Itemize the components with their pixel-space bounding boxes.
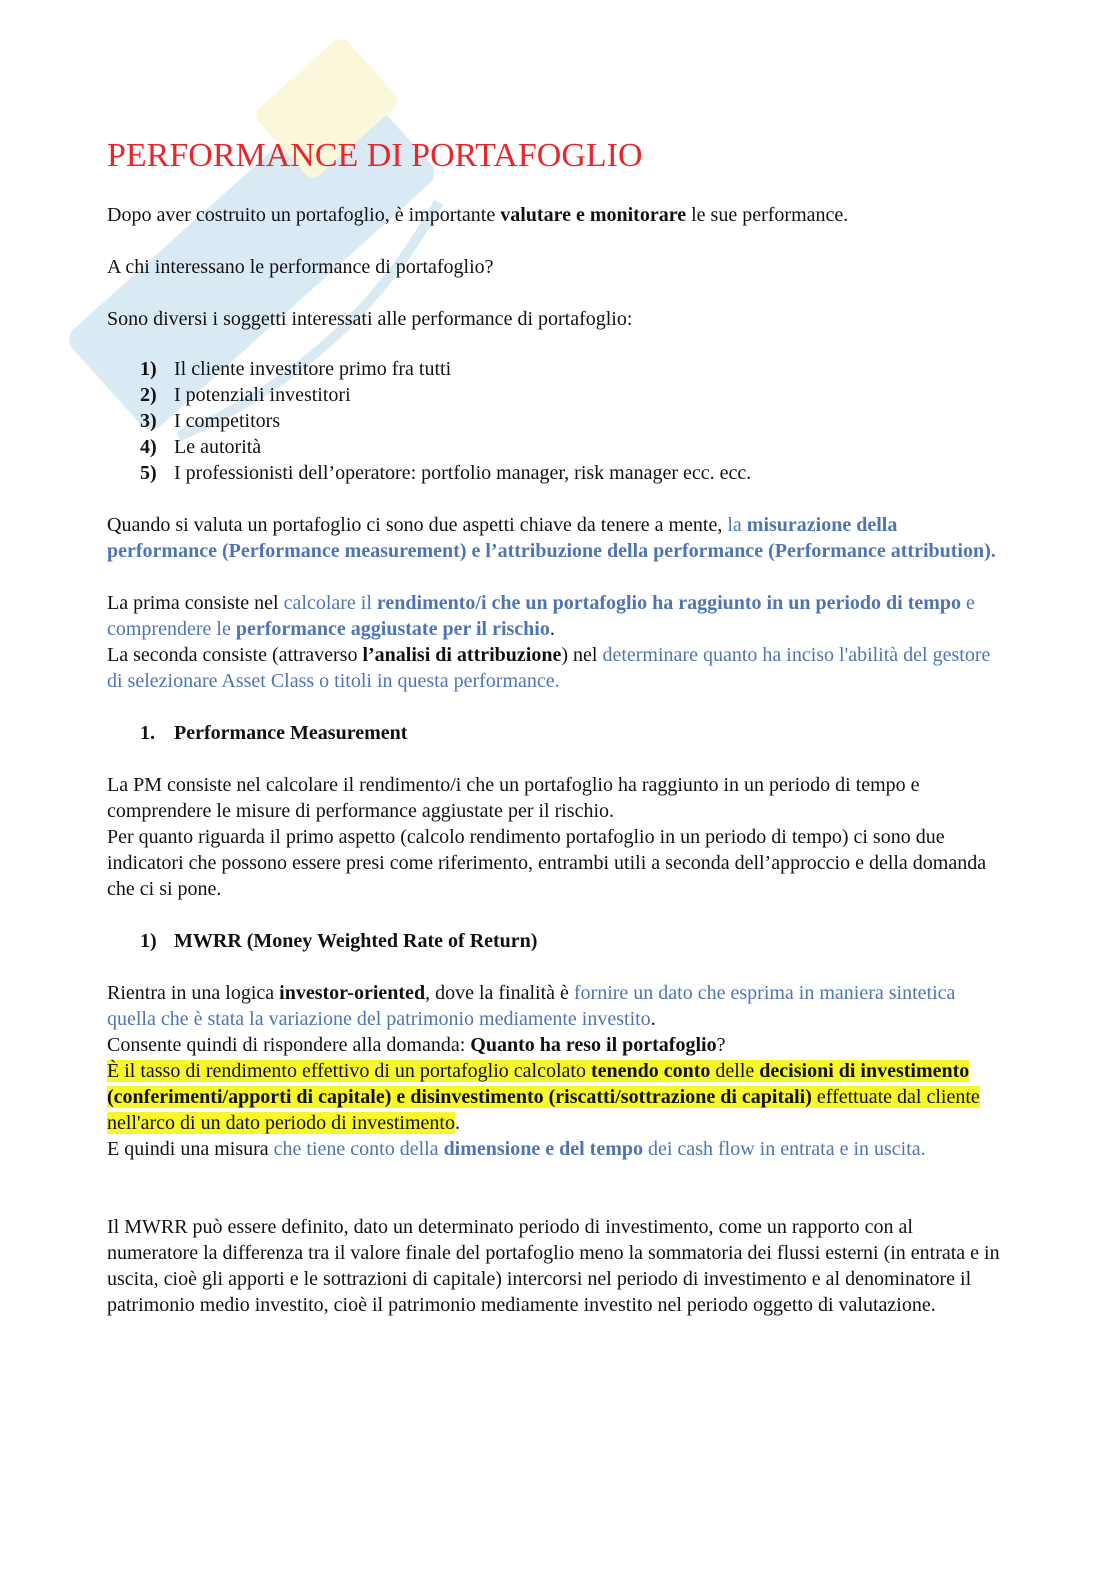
pm-paragraph: La PM consiste nel calcolare il rendimento/i che un portafoglio ha raggiunto in un periodo di tempo e comprendere le misure di performance aggiustate per il rischio. (107, 774, 920, 822)
mwrr-paragraph-2: Consente quindi di rispondere alla domanda: Quanto ha reso il portafoglio? (107, 1034, 726, 1056)
page-title: PERFORMANCE DI PORTAFOGLIO (107, 137, 643, 174)
document-page (107, 130, 1007, 1318)
second-aspect-paragraph: La seconda consiste (attraverso l’analisi di attribuzione) nel determinare quanto ha inciso l'abilità del gestore di selezionare Asset Class o titoli in questa performance. (107, 644, 991, 692)
mwrr-paragraph-1: Rientra in una logica investor-oriented, dove la finalità è fornire un dato che esprima in maniera sintetica quella che è stata la variazione del patrimonio mediamente investito. (107, 982, 956, 1030)
list-item: 3) I competitors (140, 410, 281, 432)
section-heading-mwrr: 1) MWRR (Money Weighted Rate of Return) (140, 930, 538, 952)
intro-paragraph: Dopo aver costruito un portafoglio, è importante valutare e monitorare le sue performance. (107, 204, 849, 226)
mwrr-highlighted-paragraph: È il tasso di rendimento effettivo di un portafoglio calcolato tenendo conto delle decisioni di investimento (conferimenti/apporti di capitale) e disinvestimento (riscatti/sottrazione di capitali) effettuate dal cliente nell'arco di un dato periodo di investimento. (107, 1060, 980, 1134)
subjects-list (107, 356, 1007, 486)
list-item: 2) I potenziali investitori (140, 384, 351, 406)
mwrr-definition-paragraph: Il MWRR può essere definito, dato un determinato periodo di investimento, come un rapporto con al numeratore la differenza tra il valore finale del portafoglio meno la sommatoria dei flussi esterni (in entrata e in uscita, cioè gli apporti e le sottrazioni di capitale) intercorsi nel periodo di investimento e al denominatore il patrimonio medio investito, cioè il patrimonio mediamente investito nel periodo oggetto di valutazione. (107, 1216, 1000, 1316)
mwrr-paragraph-4: E quindi una misura che tiene conto della dimensione e del tempo dei cash flow in entrata e in uscita. (107, 1138, 926, 1160)
section-heading-performance-measurement: 1. Performance Measurement (140, 722, 408, 744)
list-item: 5) I professionisti dell’operatore: portfolio manager, risk manager ecc. ecc. (140, 462, 752, 484)
aspects-paragraph: Quando si valuta un portafoglio ci sono due aspetti chiave da tenere a mente, la misurazione della performance (Performance measurement) e l’attribuzione della performance (Performance attribution). (107, 514, 996, 562)
pm-paragraph-2: Per quanto riguarda il primo aspetto (calcolo rendimento portafoglio in un periodo di tempo) ci sono due indicatori che possono essere presi come riferimento, entrambi utili a seconda dell’approccio e della domanda che ci si pone. (107, 826, 987, 900)
list-item: 1) Il cliente investitore primo fra tutti (140, 358, 452, 380)
first-aspect-paragraph: La prima consiste nel calcolare il rendimento/i che un portafoglio ha raggiunto in un periodo di tempo e comprendere le performance aggiustate per il rischio. (107, 592, 975, 640)
list-item: 4) Le autorità (140, 436, 262, 458)
question-paragraph: A chi interessano le performance di portafoglio? (107, 256, 494, 278)
subjects-intro: Sono diversi i soggetti interessati alle performance di portafoglio: (107, 308, 633, 330)
